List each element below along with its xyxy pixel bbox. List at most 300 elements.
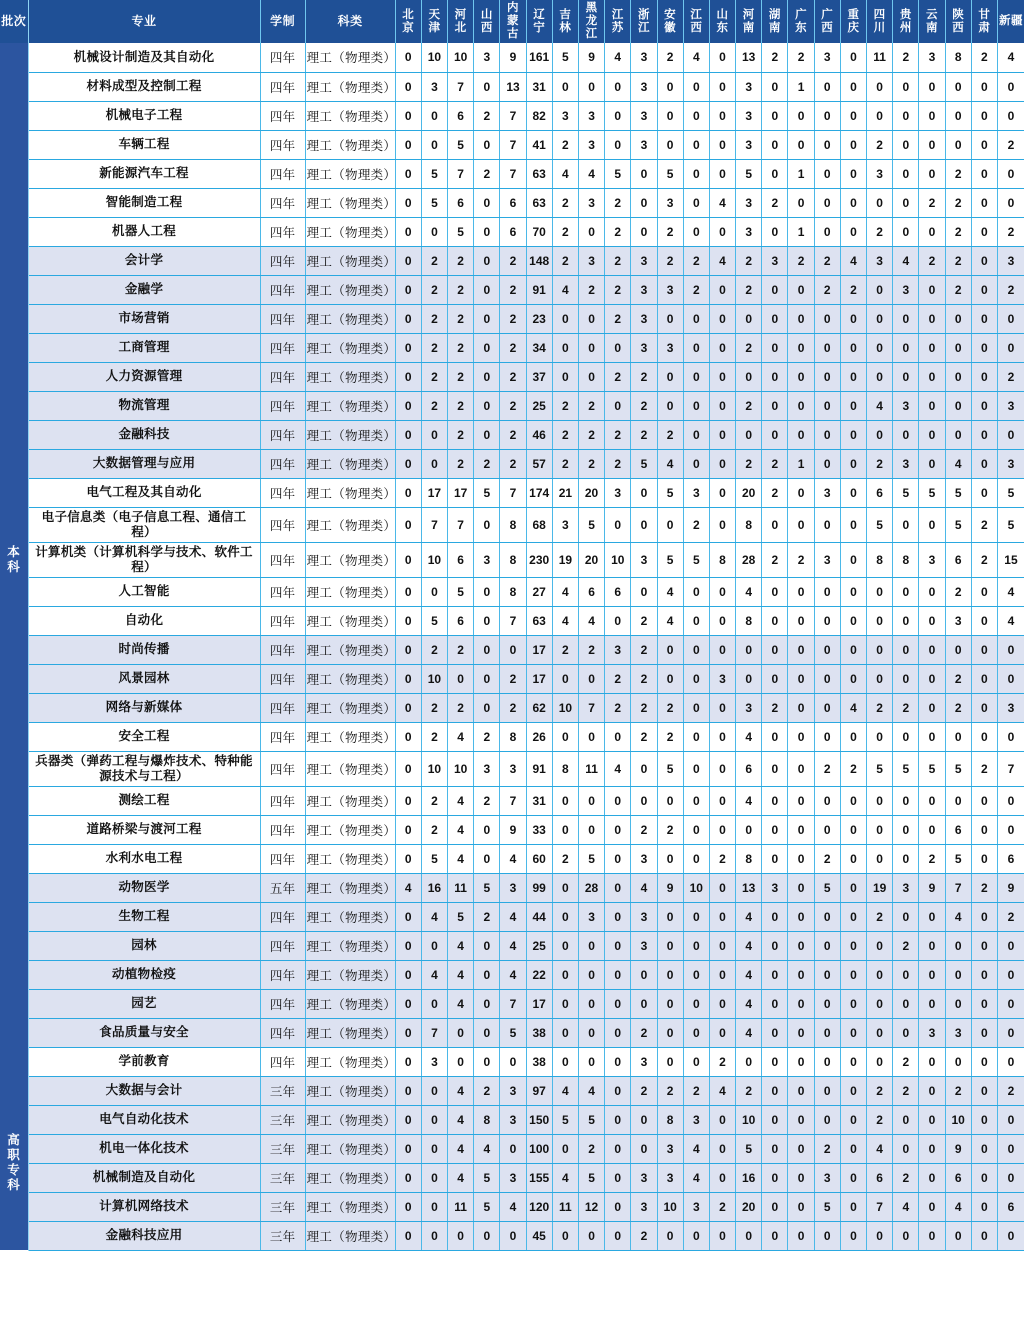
quota-cell-province-17: 4 bbox=[840, 246, 866, 275]
quota-cell-province-13: 4 bbox=[736, 960, 762, 989]
quota-cell-province-17: 0 bbox=[840, 786, 866, 815]
quota-cell-province-21: 0 bbox=[945, 931, 971, 960]
quota-cell-province-3: 0 bbox=[474, 275, 500, 304]
major-name-cell: 市场营销 bbox=[28, 304, 260, 333]
quota-cell-province-7: 2 bbox=[578, 449, 604, 478]
quota-cell-province-1: 0 bbox=[421, 1221, 447, 1250]
study-length-cell: 三年 bbox=[260, 1192, 305, 1221]
quota-cell-province-23: 0 bbox=[997, 635, 1024, 664]
quota-cell-province-7: 5 bbox=[578, 1105, 604, 1134]
quota-cell-province-23: 0 bbox=[997, 304, 1024, 333]
quota-cell-province-16: 3 bbox=[814, 542, 840, 577]
quota-cell-province-19: 3 bbox=[893, 275, 919, 304]
quota-cell-province-2: 4 bbox=[448, 960, 474, 989]
quota-cell-province-23: 4 bbox=[997, 43, 1024, 72]
quota-cell-province-2: 4 bbox=[448, 989, 474, 1018]
subject-category-cell: 理工（物理类） bbox=[305, 1192, 395, 1221]
quota-cell-province-0: 0 bbox=[395, 304, 421, 333]
quota-cell-province-16: 0 bbox=[814, 159, 840, 188]
quota-cell-province-15: 0 bbox=[788, 304, 814, 333]
quota-cell-province-17: 0 bbox=[840, 449, 866, 478]
quota-cell-province-16: 0 bbox=[814, 362, 840, 391]
quota-cell-province-18: 2 bbox=[867, 693, 893, 722]
quota-cell-province-11: 0 bbox=[683, 72, 709, 101]
quota-cell-province-17: 0 bbox=[840, 1047, 866, 1076]
quota-cell-province-13: 4 bbox=[736, 577, 762, 606]
quota-cell-province-13: 0 bbox=[736, 1221, 762, 1250]
quota-cell-province-22: 0 bbox=[971, 1163, 997, 1192]
column-header-province-17: 重庆 bbox=[840, 0, 866, 43]
quota-cell-province-20: 0 bbox=[919, 217, 945, 246]
quota-cell-province-8: 0 bbox=[605, 931, 631, 960]
quota-cell-province-8: 0 bbox=[605, 873, 631, 902]
quota-cell-province-10: 0 bbox=[657, 844, 683, 873]
major-name-cell: 计算机类（计算机科学与技术、软件工程） bbox=[28, 542, 260, 577]
subject-category-cell: 理工（物理类） bbox=[305, 722, 395, 751]
quota-cell-province-12: 0 bbox=[709, 449, 735, 478]
quota-cell-province-10: 0 bbox=[657, 635, 683, 664]
quota-cell-province-14: 0 bbox=[762, 1105, 788, 1134]
quota-cell-province-5: 26 bbox=[526, 722, 552, 751]
quota-cell-province-20: 0 bbox=[919, 786, 945, 815]
quota-cell-province-15: 0 bbox=[788, 1105, 814, 1134]
quota-cell-province-10: 2 bbox=[657, 722, 683, 751]
quota-cell-province-8: 5 bbox=[605, 159, 631, 188]
quota-cell-province-4: 3 bbox=[500, 751, 526, 786]
quota-cell-province-6: 2 bbox=[552, 420, 578, 449]
quota-cell-province-19: 0 bbox=[893, 188, 919, 217]
table-row bbox=[0, 275, 1024, 304]
major-name-cell: 生物工程 bbox=[28, 902, 260, 931]
quota-cell-province-7: 5 bbox=[578, 844, 604, 873]
quota-cell-province-14: 0 bbox=[762, 1134, 788, 1163]
column-header-province-1: 天津 bbox=[421, 0, 447, 43]
quota-cell-province-6: 2 bbox=[552, 635, 578, 664]
quota-cell-province-2: 10 bbox=[448, 43, 474, 72]
quota-cell-province-11: 3 bbox=[683, 1192, 709, 1221]
quota-cell-province-4: 4 bbox=[500, 960, 526, 989]
subject-category-cell: 理工（物理类） bbox=[305, 844, 395, 873]
quota-cell-province-21: 2 bbox=[945, 246, 971, 275]
column-header-province-22: 甘肃 bbox=[971, 0, 997, 43]
quota-cell-province-13: 28 bbox=[736, 542, 762, 577]
quota-cell-province-13: 3 bbox=[736, 693, 762, 722]
quota-cell-province-10: 2 bbox=[657, 246, 683, 275]
table-row bbox=[0, 989, 1024, 1018]
column-header-province-7: 黑龙江 bbox=[578, 0, 604, 43]
quota-cell-province-15: 0 bbox=[788, 1047, 814, 1076]
quota-cell-province-12: 0 bbox=[709, 275, 735, 304]
quota-cell-province-17: 0 bbox=[840, 577, 866, 606]
quota-cell-province-18: 0 bbox=[867, 362, 893, 391]
quota-cell-province-23: 0 bbox=[997, 1221, 1024, 1250]
subject-category-cell: 理工（物理类） bbox=[305, 275, 395, 304]
quota-cell-province-2: 4 bbox=[448, 1134, 474, 1163]
quota-cell-province-4: 2 bbox=[500, 449, 526, 478]
quota-cell-province-19: 0 bbox=[893, 635, 919, 664]
quota-cell-province-1: 2 bbox=[421, 722, 447, 751]
quota-cell-province-5: 44 bbox=[526, 902, 552, 931]
quota-cell-province-6: 0 bbox=[552, 304, 578, 333]
quota-cell-province-7: 0 bbox=[578, 960, 604, 989]
quota-cell-province-13: 4 bbox=[736, 722, 762, 751]
quota-cell-province-18: 0 bbox=[867, 1047, 893, 1076]
quota-cell-province-6: 0 bbox=[552, 902, 578, 931]
study-length-cell: 四年 bbox=[260, 420, 305, 449]
quota-cell-province-13: 0 bbox=[736, 420, 762, 449]
quota-cell-province-5: 31 bbox=[526, 72, 552, 101]
quota-cell-province-15: 0 bbox=[788, 1134, 814, 1163]
quota-cell-province-12: 0 bbox=[709, 751, 735, 786]
quota-cell-province-4: 9 bbox=[500, 43, 526, 72]
quota-cell-province-5: 17 bbox=[526, 989, 552, 1018]
column-header-province-10: 安徽 bbox=[657, 0, 683, 43]
quota-cell-province-8: 3 bbox=[605, 635, 631, 664]
quota-cell-province-1: 2 bbox=[421, 333, 447, 362]
quota-cell-province-7: 0 bbox=[578, 217, 604, 246]
quota-cell-province-22: 0 bbox=[971, 606, 997, 635]
quota-cell-province-20: 0 bbox=[919, 333, 945, 362]
major-name-cell: 自动化 bbox=[28, 606, 260, 635]
quota-cell-province-19: 0 bbox=[893, 72, 919, 101]
quota-cell-province-14: 0 bbox=[762, 844, 788, 873]
quota-cell-province-15: 0 bbox=[788, 275, 814, 304]
quota-cell-province-17: 0 bbox=[840, 635, 866, 664]
subject-category-cell: 理工（物理类） bbox=[305, 333, 395, 362]
quota-cell-province-16: 0 bbox=[814, 722, 840, 751]
quota-cell-province-16: 0 bbox=[814, 577, 840, 606]
quota-cell-province-0: 0 bbox=[395, 449, 421, 478]
quota-cell-province-12: 0 bbox=[709, 577, 735, 606]
quota-cell-province-21: 0 bbox=[945, 1047, 971, 1076]
quota-cell-province-19: 0 bbox=[893, 130, 919, 159]
quota-cell-province-10: 2 bbox=[657, 43, 683, 72]
quota-cell-province-11: 0 bbox=[683, 751, 709, 786]
quota-cell-province-9: 4 bbox=[631, 873, 657, 902]
quota-cell-province-11: 4 bbox=[683, 1134, 709, 1163]
quota-cell-province-6: 4 bbox=[552, 275, 578, 304]
quota-cell-province-18: 0 bbox=[867, 844, 893, 873]
quota-cell-province-22: 0 bbox=[971, 72, 997, 101]
quota-cell-province-19: 0 bbox=[893, 577, 919, 606]
quota-cell-province-13: 4 bbox=[736, 786, 762, 815]
quota-cell-province-14: 0 bbox=[762, 72, 788, 101]
quota-cell-province-20: 5 bbox=[919, 751, 945, 786]
quota-cell-province-20: 3 bbox=[919, 542, 945, 577]
table-row bbox=[0, 722, 1024, 751]
quota-cell-province-5: 46 bbox=[526, 420, 552, 449]
quota-cell-province-6: 5 bbox=[552, 1105, 578, 1134]
quota-cell-province-1: 2 bbox=[421, 391, 447, 420]
quota-cell-province-22: 2 bbox=[971, 542, 997, 577]
quota-cell-province-7: 0 bbox=[578, 362, 604, 391]
quota-cell-province-16: 3 bbox=[814, 478, 840, 507]
quota-cell-province-23: 0 bbox=[997, 1018, 1024, 1047]
quota-cell-province-2: 2 bbox=[448, 333, 474, 362]
quota-cell-province-10: 5 bbox=[657, 542, 683, 577]
table-row bbox=[0, 362, 1024, 391]
quota-cell-province-22: 0 bbox=[971, 449, 997, 478]
quota-cell-province-12: 2 bbox=[709, 844, 735, 873]
quota-cell-province-20: 0 bbox=[919, 1076, 945, 1105]
quota-cell-province-5: 148 bbox=[526, 246, 552, 275]
quota-cell-province-1: 5 bbox=[421, 188, 447, 217]
quota-cell-province-16: 0 bbox=[814, 130, 840, 159]
quota-cell-province-3: 0 bbox=[474, 188, 500, 217]
quota-cell-province-19: 0 bbox=[893, 664, 919, 693]
quota-cell-province-3: 4 bbox=[474, 1134, 500, 1163]
quota-cell-province-14: 0 bbox=[762, 786, 788, 815]
quota-cell-province-15: 0 bbox=[788, 902, 814, 931]
quota-cell-province-9: 2 bbox=[631, 1076, 657, 1105]
quota-cell-province-11: 5 bbox=[683, 542, 709, 577]
quota-cell-province-11: 0 bbox=[683, 815, 709, 844]
quota-cell-province-3: 3 bbox=[474, 542, 500, 577]
quota-cell-province-9: 5 bbox=[631, 449, 657, 478]
table-row bbox=[0, 815, 1024, 844]
quota-cell-province-10: 3 bbox=[657, 275, 683, 304]
quota-cell-province-1: 0 bbox=[421, 420, 447, 449]
quota-cell-province-8: 10 bbox=[605, 542, 631, 577]
quota-cell-province-0: 0 bbox=[395, 43, 421, 72]
quota-cell-province-21: 0 bbox=[945, 989, 971, 1018]
quota-cell-province-19: 0 bbox=[893, 1221, 919, 1250]
quota-cell-province-15: 0 bbox=[788, 420, 814, 449]
quota-cell-province-0: 0 bbox=[395, 1221, 421, 1250]
quota-cell-province-16: 0 bbox=[814, 786, 840, 815]
column-header-length: 学制 bbox=[260, 0, 305, 43]
quota-cell-province-22: 0 bbox=[971, 1192, 997, 1221]
quota-cell-province-5: 25 bbox=[526, 931, 552, 960]
subject-category-cell: 理工（物理类） bbox=[305, 188, 395, 217]
major-name-cell: 网络与新媒体 bbox=[28, 693, 260, 722]
quota-cell-province-10: 0 bbox=[657, 902, 683, 931]
quota-cell-province-4: 2 bbox=[500, 664, 526, 693]
quota-cell-province-8: 0 bbox=[605, 989, 631, 1018]
quota-cell-province-9: 3 bbox=[631, 1163, 657, 1192]
quota-cell-province-2: 2 bbox=[448, 420, 474, 449]
quota-cell-province-15: 0 bbox=[788, 786, 814, 815]
quota-cell-province-16: 0 bbox=[814, 1105, 840, 1134]
quota-cell-province-14: 0 bbox=[762, 635, 788, 664]
quota-cell-province-4: 3 bbox=[500, 1105, 526, 1134]
quota-cell-province-1: 7 bbox=[421, 1018, 447, 1047]
quota-cell-province-23: 0 bbox=[997, 664, 1024, 693]
quota-cell-province-1: 2 bbox=[421, 786, 447, 815]
quota-cell-province-14: 0 bbox=[762, 960, 788, 989]
quota-cell-province-18: 0 bbox=[867, 664, 893, 693]
study-length-cell: 四年 bbox=[260, 664, 305, 693]
quota-cell-province-18: 2 bbox=[867, 1105, 893, 1134]
quota-cell-province-7: 3 bbox=[578, 130, 604, 159]
table-row bbox=[0, 606, 1024, 635]
quota-cell-province-7: 28 bbox=[578, 873, 604, 902]
quota-cell-province-2: 2 bbox=[448, 362, 474, 391]
quota-cell-province-11: 10 bbox=[683, 873, 709, 902]
quota-cell-province-10: 3 bbox=[657, 1134, 683, 1163]
quota-cell-province-9: 3 bbox=[631, 902, 657, 931]
quota-cell-province-6: 2 bbox=[552, 844, 578, 873]
quota-cell-province-12: 0 bbox=[709, 362, 735, 391]
quota-cell-province-23: 4 bbox=[997, 606, 1024, 635]
quota-cell-province-17: 0 bbox=[840, 542, 866, 577]
quota-cell-province-1: 4 bbox=[421, 902, 447, 931]
quota-cell-province-23: 7 bbox=[997, 751, 1024, 786]
quota-cell-province-5: 100 bbox=[526, 1134, 552, 1163]
quota-cell-province-17: 0 bbox=[840, 1192, 866, 1221]
quota-cell-province-17: 0 bbox=[840, 72, 866, 101]
quota-cell-province-19: 0 bbox=[893, 159, 919, 188]
study-length-cell: 四年 bbox=[260, 606, 305, 635]
quota-cell-province-22: 0 bbox=[971, 931, 997, 960]
quota-cell-province-23: 0 bbox=[997, 960, 1024, 989]
quota-cell-province-20: 0 bbox=[919, 362, 945, 391]
study-length-cell: 四年 bbox=[260, 130, 305, 159]
table-row bbox=[0, 1047, 1024, 1076]
quota-cell-province-18: 3 bbox=[867, 246, 893, 275]
quota-cell-province-2: 6 bbox=[448, 606, 474, 635]
quota-cell-province-15: 0 bbox=[788, 1163, 814, 1192]
quota-cell-province-14: 0 bbox=[762, 1221, 788, 1250]
quota-cell-province-20: 0 bbox=[919, 722, 945, 751]
quota-cell-province-5: 161 bbox=[526, 43, 552, 72]
subject-category-cell: 理工（物理类） bbox=[305, 101, 395, 130]
quota-cell-province-1: 10 bbox=[421, 751, 447, 786]
quota-cell-province-3: 0 bbox=[474, 391, 500, 420]
quota-cell-province-19: 2 bbox=[893, 1076, 919, 1105]
study-length-cell: 四年 bbox=[260, 43, 305, 72]
quota-cell-province-0: 0 bbox=[395, 815, 421, 844]
study-length-cell: 三年 bbox=[260, 1105, 305, 1134]
study-length-cell: 四年 bbox=[260, 751, 305, 786]
quota-cell-province-15: 1 bbox=[788, 159, 814, 188]
quota-cell-province-2: 6 bbox=[448, 188, 474, 217]
quota-cell-province-0: 0 bbox=[395, 159, 421, 188]
subject-category-cell: 理工（物理类） bbox=[305, 606, 395, 635]
quota-cell-province-17: 0 bbox=[840, 217, 866, 246]
major-name-cell: 水利水电工程 bbox=[28, 844, 260, 873]
quota-cell-province-22: 0 bbox=[971, 1018, 997, 1047]
quota-cell-province-6: 0 bbox=[552, 1134, 578, 1163]
quota-cell-province-3: 0 bbox=[474, 693, 500, 722]
major-name-cell: 风景园林 bbox=[28, 664, 260, 693]
quota-cell-province-21: 6 bbox=[945, 1163, 971, 1192]
quota-cell-province-17: 0 bbox=[840, 304, 866, 333]
quota-cell-province-3: 0 bbox=[474, 130, 500, 159]
quota-cell-province-2: 5 bbox=[448, 577, 474, 606]
quota-cell-province-5: 17 bbox=[526, 664, 552, 693]
quota-cell-province-9: 0 bbox=[631, 188, 657, 217]
quota-cell-province-7: 2 bbox=[578, 635, 604, 664]
quota-cell-province-11: 0 bbox=[683, 722, 709, 751]
quota-cell-province-19: 0 bbox=[893, 1105, 919, 1134]
quota-cell-province-21: 5 bbox=[945, 478, 971, 507]
study-length-cell: 四年 bbox=[260, 217, 305, 246]
quota-cell-province-1: 0 bbox=[421, 577, 447, 606]
study-length-cell: 四年 bbox=[260, 989, 305, 1018]
quota-cell-province-2: 2 bbox=[448, 304, 474, 333]
quota-cell-province-10: 2 bbox=[657, 815, 683, 844]
quota-cell-province-15: 0 bbox=[788, 693, 814, 722]
quota-cell-province-21: 0 bbox=[945, 72, 971, 101]
quota-cell-province-7: 0 bbox=[578, 1221, 604, 1250]
quota-cell-province-1: 0 bbox=[421, 989, 447, 1018]
quota-cell-province-16: 5 bbox=[814, 1192, 840, 1221]
quota-cell-province-21: 2 bbox=[945, 664, 971, 693]
column-header-province-16: 广西 bbox=[814, 0, 840, 43]
major-name-cell: 工商管理 bbox=[28, 333, 260, 362]
quota-cell-province-19: 5 bbox=[893, 751, 919, 786]
quota-cell-province-4: 4 bbox=[500, 902, 526, 931]
major-name-cell: 机电一体化技术 bbox=[28, 1134, 260, 1163]
quota-cell-province-5: 57 bbox=[526, 449, 552, 478]
table-row bbox=[0, 449, 1024, 478]
study-length-cell: 四年 bbox=[260, 304, 305, 333]
quota-cell-province-4: 7 bbox=[500, 130, 526, 159]
quota-cell-province-17: 0 bbox=[840, 130, 866, 159]
quota-cell-province-0: 0 bbox=[395, 844, 421, 873]
quota-cell-province-14: 3 bbox=[762, 873, 788, 902]
quota-cell-province-22: 2 bbox=[971, 873, 997, 902]
quota-cell-province-16: 0 bbox=[814, 507, 840, 542]
major-name-cell: 动物医学 bbox=[28, 873, 260, 902]
subject-category-cell: 理工（物理类） bbox=[305, 635, 395, 664]
quota-cell-province-23: 0 bbox=[997, 1163, 1024, 1192]
quota-cell-province-21: 0 bbox=[945, 304, 971, 333]
table-row bbox=[0, 664, 1024, 693]
quota-cell-province-4: 6 bbox=[500, 188, 526, 217]
quota-cell-province-3: 0 bbox=[474, 217, 500, 246]
quota-cell-province-3: 0 bbox=[474, 420, 500, 449]
quota-cell-province-15: 0 bbox=[788, 1221, 814, 1250]
quota-cell-province-18: 5 bbox=[867, 507, 893, 542]
quota-cell-province-11: 0 bbox=[683, 1018, 709, 1047]
quota-cell-province-13: 8 bbox=[736, 844, 762, 873]
subject-category-cell: 理工（物理类） bbox=[305, 1047, 395, 1076]
quota-cell-province-6: 8 bbox=[552, 751, 578, 786]
quota-cell-province-10: 8 bbox=[657, 1105, 683, 1134]
quota-cell-province-0: 0 bbox=[395, 1076, 421, 1105]
quota-cell-province-8: 0 bbox=[605, 1163, 631, 1192]
subject-category-cell: 理工（物理类） bbox=[305, 391, 395, 420]
quota-cell-province-14: 0 bbox=[762, 902, 788, 931]
quota-cell-province-11: 3 bbox=[683, 478, 709, 507]
quota-cell-province-0: 0 bbox=[395, 420, 421, 449]
quota-cell-province-2: 0 bbox=[448, 1221, 474, 1250]
quota-cell-province-1: 2 bbox=[421, 693, 447, 722]
quota-cell-province-21: 0 bbox=[945, 1221, 971, 1250]
study-length-cell: 四年 bbox=[260, 188, 305, 217]
quota-cell-province-10: 3 bbox=[657, 333, 683, 362]
quota-cell-province-22: 2 bbox=[971, 507, 997, 542]
quota-cell-province-11: 0 bbox=[683, 159, 709, 188]
quota-cell-province-1: 2 bbox=[421, 304, 447, 333]
table-row bbox=[0, 960, 1024, 989]
quota-cell-province-20: 0 bbox=[919, 1047, 945, 1076]
quota-cell-province-16: 0 bbox=[814, 693, 840, 722]
quota-cell-province-2: 5 bbox=[448, 902, 474, 931]
quota-cell-province-23: 3 bbox=[997, 449, 1024, 478]
quota-cell-province-9: 3 bbox=[631, 246, 657, 275]
study-length-cell: 四年 bbox=[260, 786, 305, 815]
study-length-cell: 四年 bbox=[260, 815, 305, 844]
quota-cell-province-3: 0 bbox=[474, 507, 500, 542]
quota-cell-province-8: 0 bbox=[605, 101, 631, 130]
quota-cell-province-13: 2 bbox=[736, 449, 762, 478]
quota-cell-province-8: 0 bbox=[605, 1192, 631, 1221]
quota-cell-province-23: 3 bbox=[997, 246, 1024, 275]
quota-cell-province-10: 3 bbox=[657, 188, 683, 217]
